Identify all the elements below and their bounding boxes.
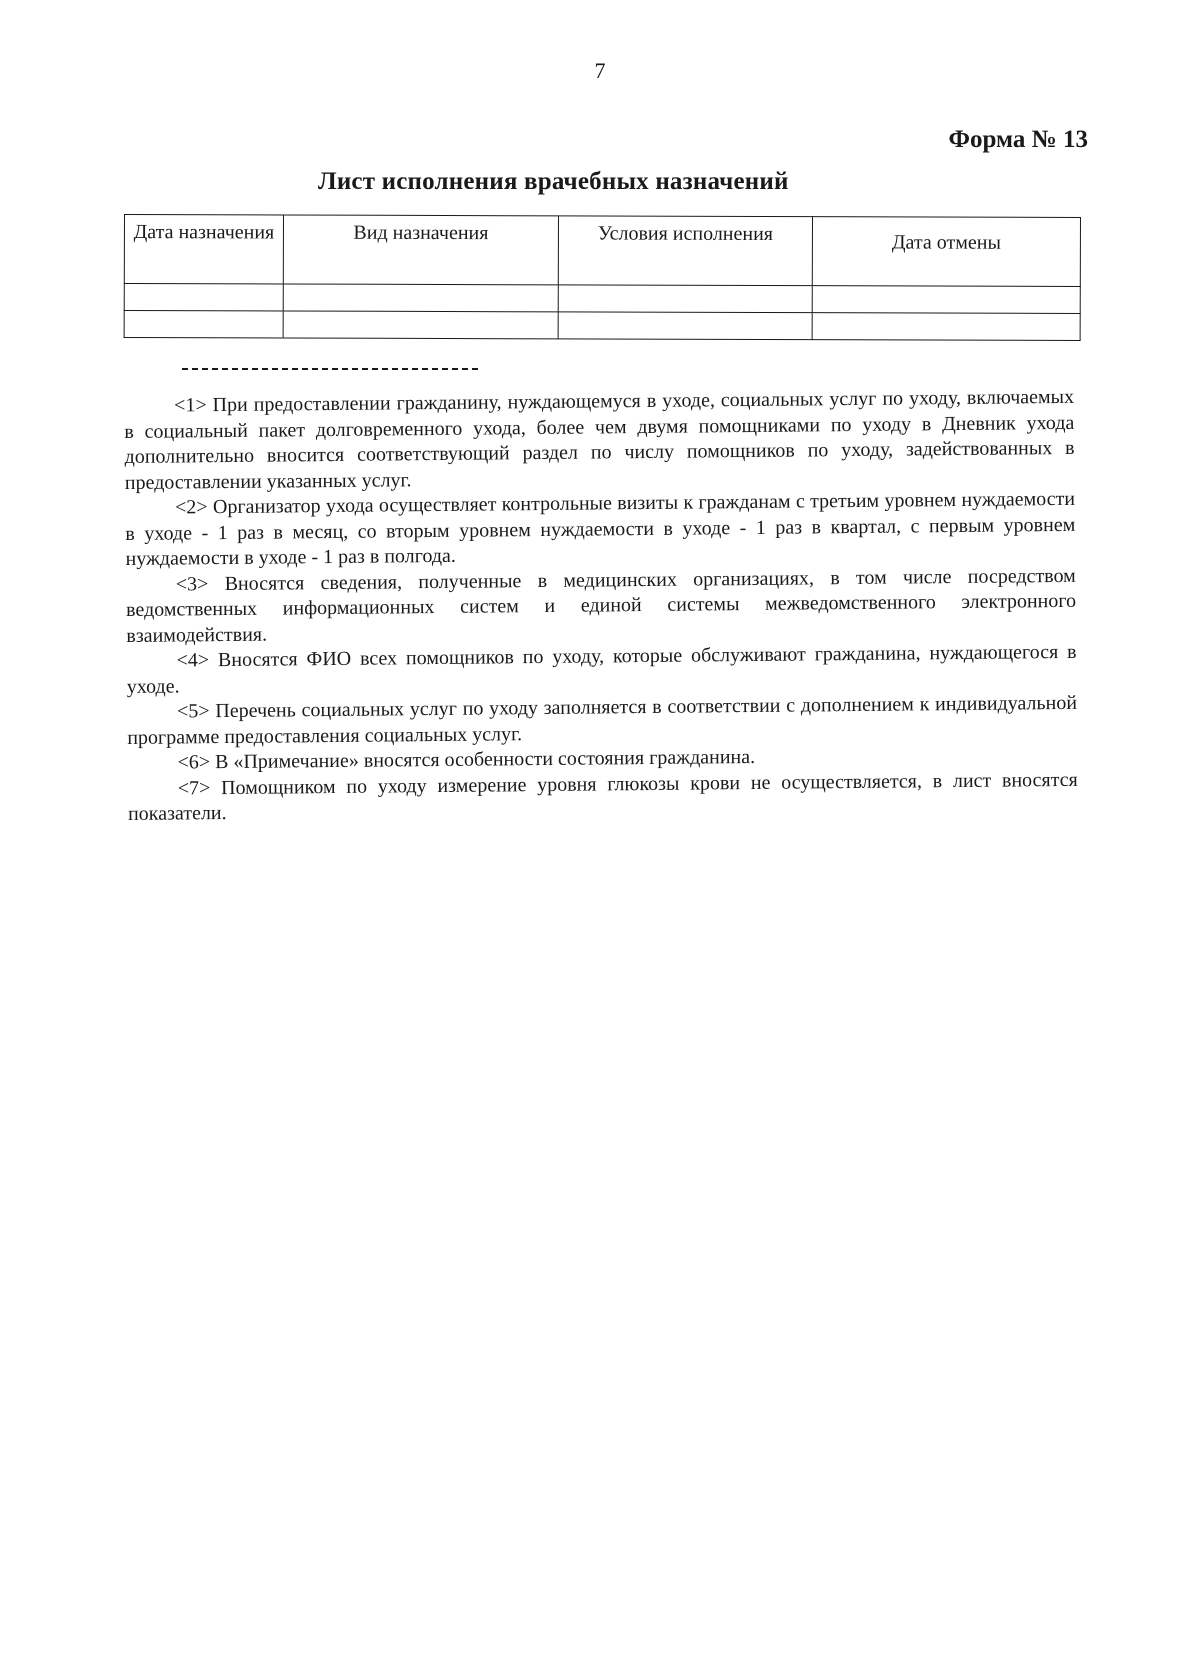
- footnote-4: <4> Вносятся ФИО всех помощников по уходу, которые обслуживают гражданина, нуждающегося в уходе.: [126, 640, 1077, 698]
- table-cell[interactable]: [812, 286, 1080, 314]
- table-cell[interactable]: [124, 284, 283, 311]
- table-cell[interactable]: [558, 312, 812, 340]
- footnote-3: <3> Вносятся сведения, полученные в медицинских организациях, в том числе посредством ведомственных информационных систем и единой системы межведомственного электронного взаимодействия.: [125, 564, 1077, 647]
- column-header-cancellation-date: Дата отмены: [812, 217, 1080, 287]
- column-header-execution-conditions: Условия исполнения: [558, 216, 812, 286]
- form-label: Форма № 13: [948, 126, 1088, 153]
- footnote-2: <2> Организатор ухода осуществляет контрольные визиты к гражданам с третьим уровнем нуждаемости в уходе - 1 раз в месяц, со вторым уровнем нуждаемости в уходе - 1 раз в квартал, с первым уровнем нуждаемости в уходе - 1 раз в полгода.: [125, 487, 1076, 570]
- table-cell[interactable]: [812, 313, 1080, 341]
- document-title: Лист исполнения врачебных назначений: [318, 168, 789, 195]
- table-row: [124, 311, 1080, 341]
- table-row: [124, 284, 1080, 314]
- column-header-prescription-date: Дата назначения: [124, 215, 283, 284]
- footnote-7: <7> Помощником по уходу измерение уровня глюкозы крови не осуществляется, в лист вносятся показатели.: [127, 768, 1078, 825]
- page-number: 7: [594, 58, 606, 83]
- footnote-5: <5> Перечень социальных услуг по уходу заполняется в соответствии с дополнением к индивидуальной программе предоставления социальных услуг.: [127, 691, 1078, 749]
- table-cell[interactable]: [124, 311, 283, 338]
- column-header-prescription-type: Вид назначения: [283, 215, 558, 285]
- prescriptions-table: [124, 214, 1081, 341]
- table-cell[interactable]: [558, 285, 812, 313]
- table-cell[interactable]: [283, 311, 558, 339]
- footnote-6: <6> В «Примечание» вносятся особенности состояния гражданина.: [177, 745, 756, 774]
- table-cell[interactable]: [283, 284, 558, 312]
- footnote-separator: [182, 368, 478, 370]
- footnotes: [124, 385, 1078, 828]
- table-header-row: [124, 215, 1080, 287]
- footnote-1: <1> При предоставлении гражданину, нуждающемуся в уходе, социальных услуг по уходу, включаемых в социальный пакет долговременного ухода, более чем двумя помощниками по уходу в Дневник ухода дополнительно вносится соответствующий раздел по числу помощников по уходу, задействованных в предоставлении указанных услуг.: [124, 385, 1075, 494]
